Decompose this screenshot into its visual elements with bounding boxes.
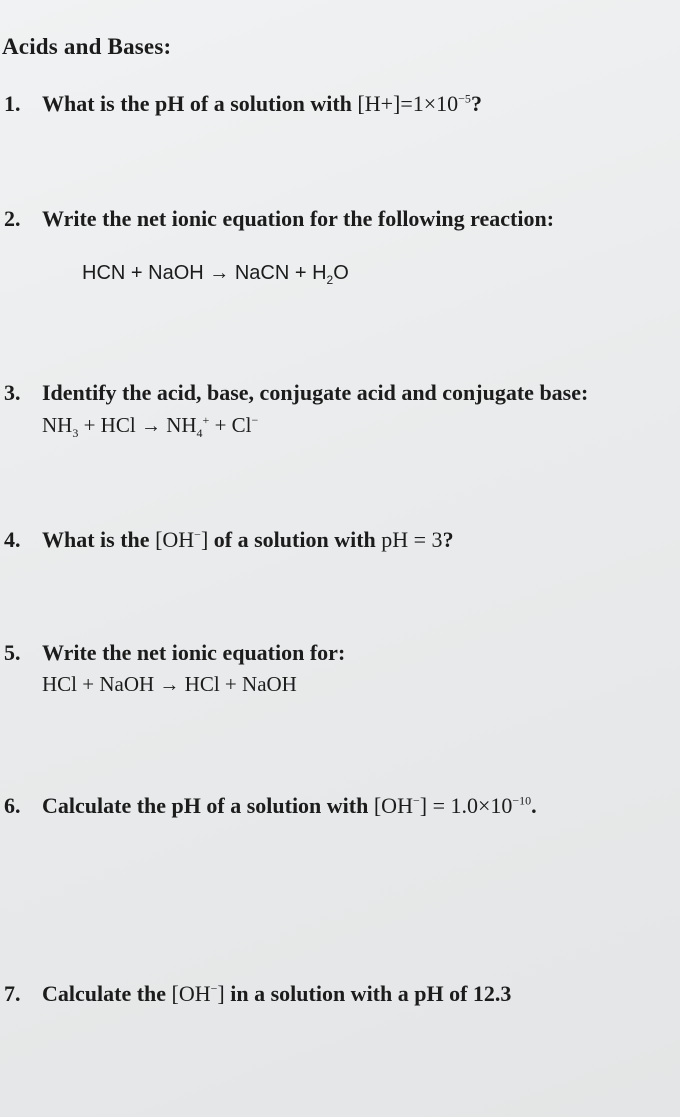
- q4-expr-minus: −: [194, 527, 201, 542]
- q6-tail: .: [531, 793, 537, 818]
- q3-eq-cl: + Cl: [209, 413, 252, 437]
- q6-expr-minus: −: [412, 793, 420, 808]
- question-3-equation: [42, 413, 258, 441]
- reaction-arrow-icon: →: [209, 262, 230, 284]
- q6-expr-value: ] = 1.0×10: [419, 793, 513, 818]
- question-7-text-2: in a solution with a pH of 12.3: [230, 981, 512, 1006]
- question-4-ph-expression: pH = 3: [381, 527, 443, 552]
- q7-expr-minus: −: [210, 981, 218, 996]
- reaction-arrow-icon: →: [140, 415, 161, 437]
- q3-eq-minus: −: [251, 413, 259, 427]
- question-4-text-2: of a solution with: [213, 527, 376, 552]
- question-4-oh-expression: [155, 527, 208, 552]
- q2-eq-left: HCN + NaOH: [82, 262, 204, 284]
- question-5-equation: [42, 672, 297, 697]
- question-1: [4, 91, 482, 117]
- question-7-text: Calculate the: [42, 981, 167, 1006]
- question-2: [4, 206, 554, 232]
- question-6: [4, 793, 537, 819]
- reaction-arrow-icon: →: [159, 674, 180, 696]
- q5-eq-left: HCl + NaOH: [42, 672, 155, 696]
- question-5: [4, 640, 345, 666]
- q6-expr-exponent: −10: [512, 793, 532, 808]
- q4-expr-bracket: ]: [200, 527, 209, 552]
- q6-expr-oh: [OH: [373, 793, 413, 818]
- question-3-number: 3.: [4, 380, 21, 405]
- question-6-expression: [374, 793, 531, 818]
- q3-eq-sub4: 4: [196, 426, 203, 441]
- question-3: [4, 380, 588, 406]
- q1-tail: ?: [470, 91, 482, 116]
- question-5-text: Write the net ionic equation for:: [42, 640, 346, 665]
- q1-expr-base: [H+]=1×10: [357, 91, 459, 116]
- question-1-number: 1.: [4, 91, 21, 116]
- question-3-text: Identify the acid, base, conjugate acid and conjugate base:: [42, 380, 589, 405]
- question-1-text: What is the pH of a solution with: [42, 91, 352, 116]
- q3-eq-hcl: + HCl: [78, 413, 136, 437]
- question-2-text: Write the net ionic equation for the following reaction:: [42, 206, 555, 231]
- question-5-number: 5.: [4, 640, 21, 665]
- question-7-number: 7.: [4, 981, 21, 1006]
- q3-eq-nh: NH: [42, 413, 73, 437]
- question-1-expression: [357, 91, 471, 116]
- q4-tail: ?: [442, 527, 454, 552]
- q3-eq-plus: +: [202, 413, 210, 427]
- question-4-number: 4.: [4, 527, 21, 552]
- question-4: [4, 527, 454, 553]
- q2-eq-right: NaCN + H: [234, 262, 327, 284]
- question-6-number: 6.: [4, 793, 21, 818]
- question-4-text: What is the: [42, 527, 150, 552]
- q7-expr-oh: [OH: [171, 981, 211, 1006]
- question-7: [4, 981, 511, 1007]
- question-7-oh-expression: [172, 981, 225, 1006]
- question-2-equation: [82, 262, 349, 287]
- q4-expr-oh: [OH: [155, 527, 195, 552]
- q2-eq-subscript: 2: [326, 273, 334, 287]
- worksheet-title: Acids and Bases:: [2, 34, 172, 59]
- question-6-text: Calculate the pH of a solution with: [42, 793, 369, 818]
- q3-eq-sub3: 3: [72, 426, 79, 441]
- q5-eq-right: HCl + NaOH: [184, 672, 297, 696]
- question-2-number: 2.: [4, 206, 21, 231]
- q3-eq-nh4: NH: [166, 413, 197, 437]
- q7-expr-bracket: ]: [217, 981, 225, 1006]
- q2-eq-right-end: O: [333, 262, 349, 284]
- q1-expr-exponent: −5: [458, 91, 471, 106]
